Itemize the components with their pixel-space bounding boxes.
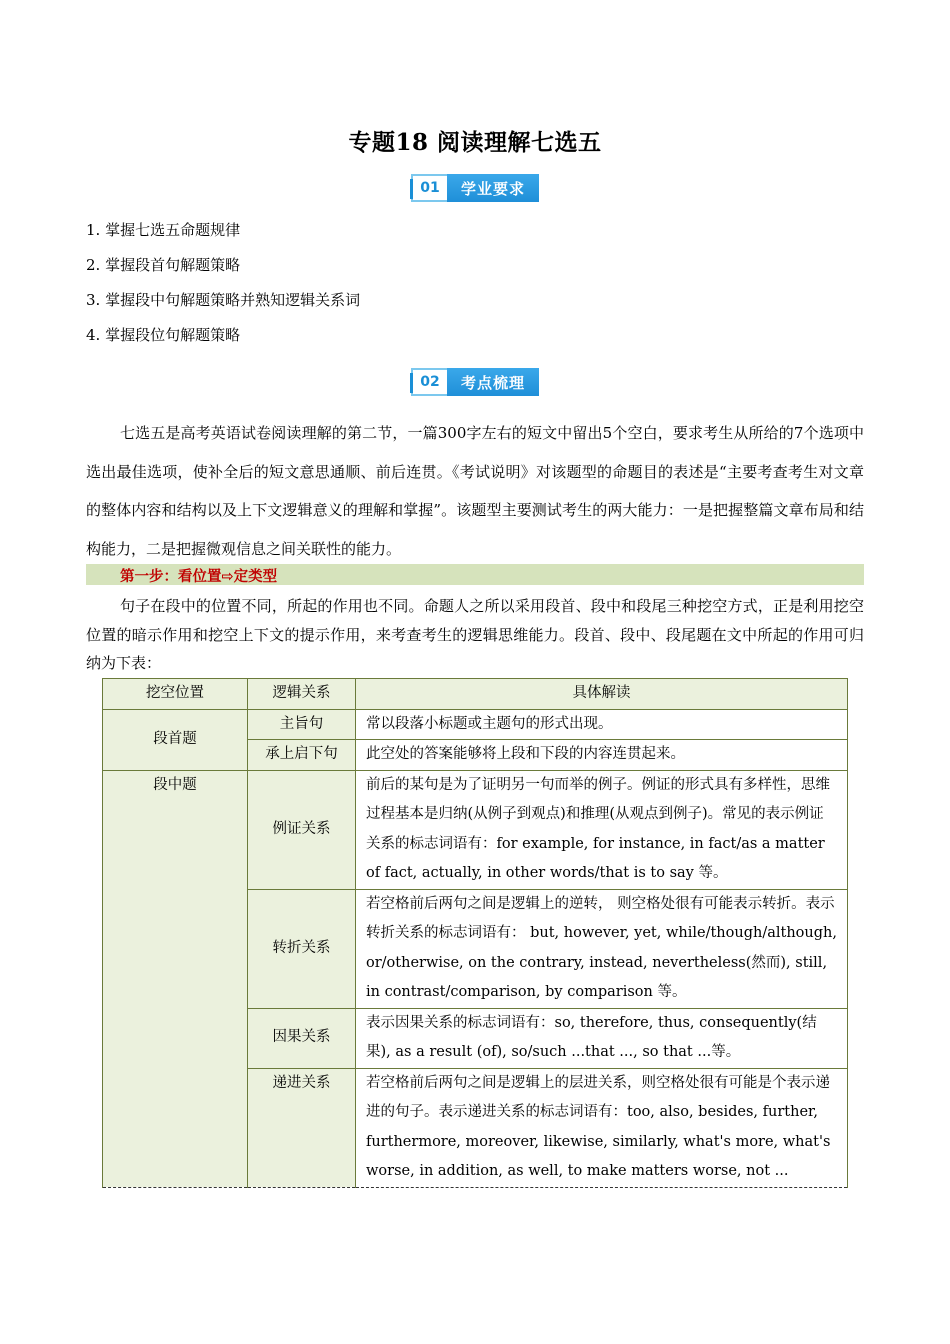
strategy-table	[102, 678, 848, 1188]
position-cell: 段中题	[103, 770, 248, 1187]
page-title: 专题18 阅读理解七选五	[348, 129, 602, 156]
badge-number: 02	[411, 368, 447, 396]
detail-cell: 前后的某句是为了证明另一句而举的例子。例证的形式具有多样性，思维过程基本是归纳(从例子到观点)和推理(从观点到例子)。常见的表示例证关系的标志词语有：for example, for instance, in fact/as a matter of fact, actually, in other words/that is to say 等。	[356, 770, 848, 889]
position-cell: 段首题	[103, 709, 248, 770]
requirement-item: 3. 掌握段中句解题策略并熟知逻辑关系词	[86, 291, 361, 309]
relation-cell: 承上启下句	[248, 740, 356, 771]
detail-cell: 表示因果关系的标志词语有：so, therefore, thus, consequently(结果), as a result (of), so/such ...that ..., so that ...等。	[356, 1008, 848, 1068]
header-detail: 具体解读	[356, 679, 848, 710]
detail-cell: 若空格前后两句之间是逻辑上的层进关系，则空格处很有可能是个表示递进的句子。表示递进关系的标志词语有：too, also, besides, further, furthermore, moreover, likewise, similarly, what's more, what's worse, in addition, as well, to make matters worse, not ...	[356, 1068, 848, 1187]
requirement-item: 4. 掌握段位句解题策略	[86, 326, 241, 344]
header-position: 挖空位置	[103, 679, 248, 710]
detail-cell: 若空格前后两句之间是逻辑上的逆转， 则空格处很有可能表示转折。表示转折关系的标志词语有： but, however, yet, while/though/although, or/otherwise, on the contrary, instead, nevertheless(然而), still, in contrast/comparison, by comparison 等。	[356, 889, 848, 1008]
detail-cell: 此空处的答案能够将上段和下段的内容连贯起来。	[356, 740, 848, 771]
table-header-row	[103, 679, 848, 710]
requirement-item: 2. 掌握段首句解题策略	[86, 256, 241, 274]
relation-cell: 主旨句	[248, 709, 356, 740]
table-row	[103, 770, 848, 889]
intro-paragraph: 七选五是高考英语试卷阅读理解的第二节，一篇300字左右的短文中留出5个空白，要求考生从所给的7个选项中选出最佳选项，使补全后的短文意思通顺、前后连贯。《考试说明》对该题型的命题目的表述是“主要考查考生对文章的整体内容和结构以及上下文逻辑意义的理解和掌握”。该题型主要测试考生的两大能力：一是把握整篇文章布局和结构能力，二是把握微观信息之间关联性的能力。	[86, 424, 864, 558]
badge-label: 考点梳理	[447, 368, 539, 396]
section-badge-keypoints	[411, 364, 539, 400]
table-row	[103, 709, 848, 740]
relation-cell: 例证关系	[248, 770, 356, 889]
badge-number: 01	[411, 174, 447, 202]
step-heading: 第一步：看位置⇨定类型	[120, 569, 278, 585]
relation-cell: 递进关系	[248, 1068, 356, 1187]
header-relation: 逻辑关系	[248, 679, 356, 710]
badge-label: 学业要求	[447, 174, 539, 202]
step-heading-bar	[86, 564, 864, 585]
relation-cell: 因果关系	[248, 1008, 356, 1068]
requirement-item: 1. 掌握七选五命题规律	[86, 221, 241, 239]
step-paragraph: 句子在段中的位置不同，所起的作用也不同。命题人之所以采用段首、段中和段尾三种挖空方式，正是利用挖空位置的暗示作用和挖空上下文的提示作用，来考查考生的逻辑思维能力。段首、段中、段尾题在文中所起的作用可归纳为下表：	[86, 597, 864, 672]
section-badge-requirements	[411, 170, 539, 206]
detail-cell: 常以段落小标题或主题句的形式出现。	[356, 709, 848, 740]
relation-cell: 转折关系	[248, 889, 356, 1008]
